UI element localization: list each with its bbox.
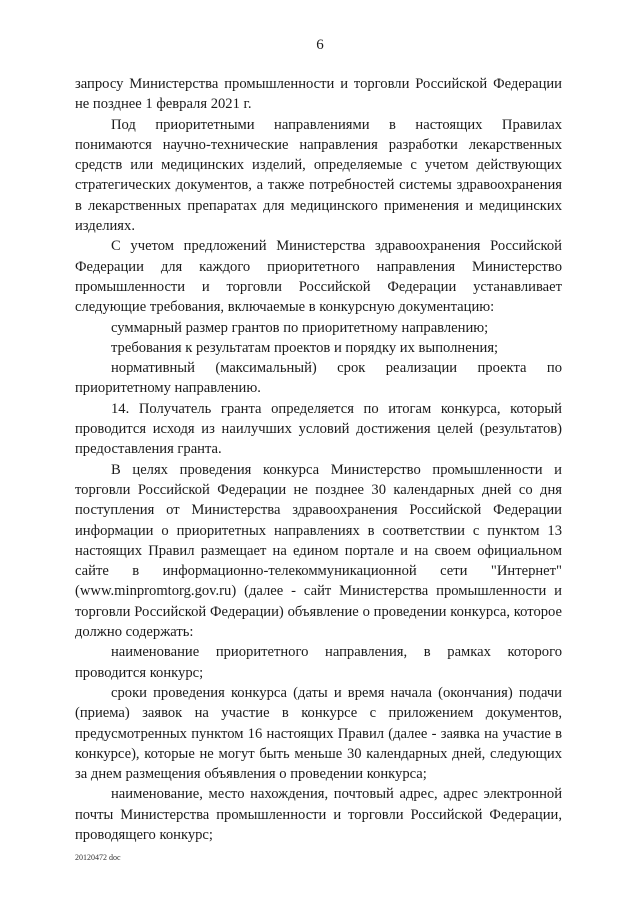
list-item-contest-dates: сроки проведения конкурса (даты и время начала (окончания) подачи (приема) заявок на участие в конкурсе с приложением документов, предусмотренных пунктом 16 настоящих Правил (далее - заявка на участие в конкурсе), которые не могут быть меньше 30 календарных дней, следующих за днем размещения объявления о проведении конкурса; <box>75 684 562 783</box>
list-item-grant-total: суммарный размер грантов по приоритетному направлению; <box>111 319 489 336</box>
document-body <box>75 74 562 845</box>
paragraph-continuation: запросу Министерства промышленности и торговли Российской Федерации не позднее 1 февраля 2021 г. <box>75 76 562 113</box>
page-number: 6 <box>316 37 324 53</box>
paragraph-requirements-intro: С учетом предложений Министерства здравоохранения Российской Федерации для каждого приоритетного направления Министерство промышленности и торговли Российской Федерации устанавливает следующие требования, включаемые в конкурсную документацию: <box>75 238 562 316</box>
paragraph-clause-14: 14. Получатель гранта определяется по итогам конкурса, который проводится исходя из наилучших условий достижения целей (результатов) предоставления гранта. <box>75 400 562 458</box>
paragraph-priority-definition: Под приоритетными направлениями в настоящих Правилах понимаются научно-технические направления разработки лекарственных средств или медицинских изделий, определяемые с учетом действующих стратегических документов, а также потребностей системы здравоохранения в лекарственных препаратах для медицинского применения и медицинских изделиях. <box>75 116 562 235</box>
list-item-project-term: нормативный (максимальный) срок реализации проекта по приоритетному направлению. <box>75 360 562 397</box>
paragraph-announcement: В целях проведения конкурса Министерство промышленности и торговли Российской Федерации не позднее 30 календарных дней со дня поступления от Министерства здравоохранения Российской Федерации информации о приоритетных направлениях в соответствии с пунктом 13 настоящих Правил размещает на едином портале и на своем официальном сайте в информационно-телекоммуникационной сети "Интернет" (www.minpromtorg.gov.ru) (далее - сайт Министерства промышленности и торговли Российской Федерации) объявление о проведении конкурса, которое должно содержать: <box>75 461 562 641</box>
list-item-direction-name: наименование приоритетного направления, в рамках которого проводится конкурс; <box>75 644 562 681</box>
list-item-ministry-contacts: наименование, место нахождения, почтовый адрес, адрес электронной почты Министерства промышленности и торговли Российской Федерации, проводящего конкурс; <box>75 786 562 843</box>
list-item-project-results: требования к результатам проектов и порядку их выполнения; <box>111 339 499 356</box>
file-name-footer: 20120472 doc <box>75 853 121 862</box>
